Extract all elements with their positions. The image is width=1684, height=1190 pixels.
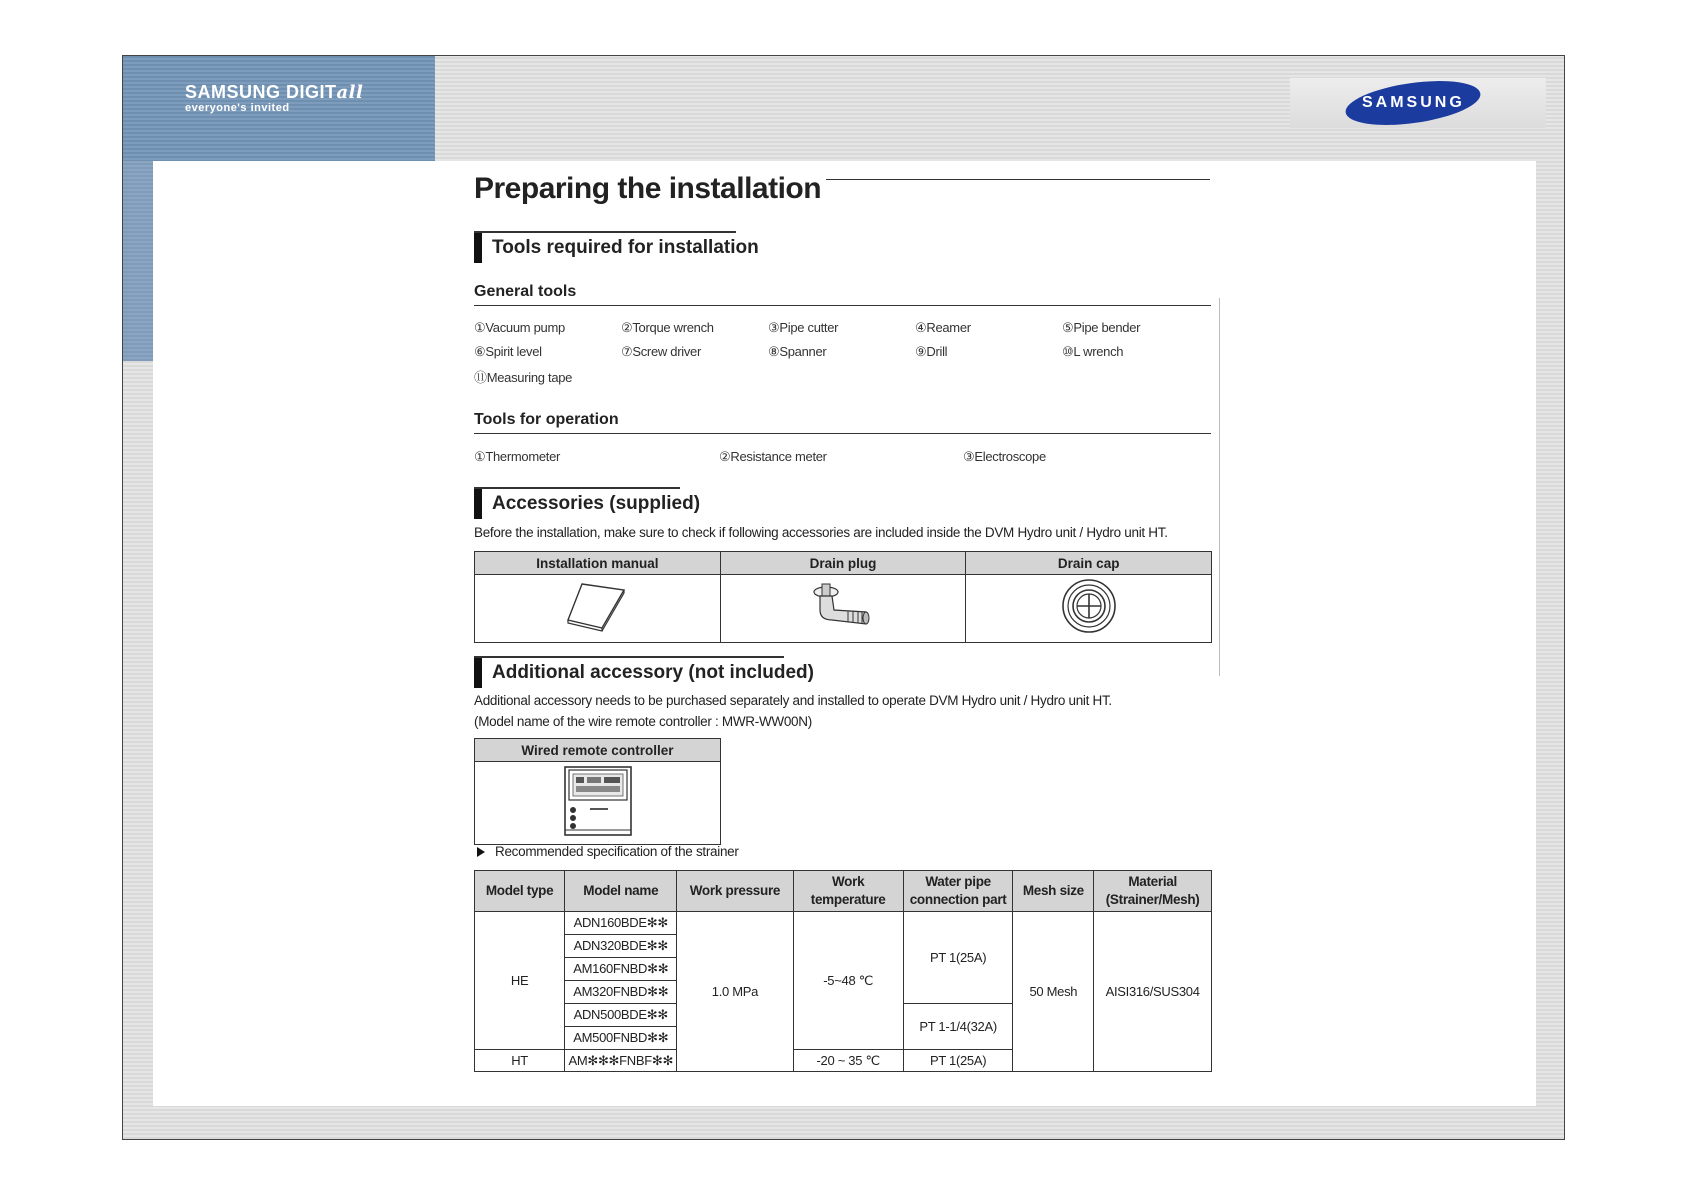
tool-item: ②Resistance meter bbox=[719, 449, 827, 464]
tool-item: ②Torque wrench bbox=[621, 320, 714, 335]
mesh-size-cell: 50 Mesh bbox=[1013, 912, 1094, 1072]
accessory-header: Drain plug bbox=[720, 552, 966, 575]
samsung-logo-box bbox=[1290, 78, 1546, 128]
work-pressure-cell: 1.0 MPa bbox=[677, 912, 793, 1072]
section-bar bbox=[474, 658, 482, 688]
title-rule bbox=[826, 179, 1210, 180]
additional-accessory-table bbox=[474, 738, 721, 845]
wired-remote-controller-cell bbox=[475, 762, 721, 845]
drain-plug-icon bbox=[808, 580, 878, 632]
model-name-cell: AM320FNBD✻✻ bbox=[565, 981, 677, 1004]
section-heading-accessories bbox=[474, 489, 700, 519]
drain-plug-cell bbox=[720, 575, 966, 643]
section-heading-tools bbox=[474, 233, 759, 263]
operation-tools-heading: Tools for operation bbox=[474, 411, 619, 428]
strainer-note: Recommended specification of the strainer bbox=[477, 844, 739, 859]
pipe-connection-cell: PT 1-1/4(32A) bbox=[903, 1004, 1013, 1050]
spec-header: Work pressure bbox=[677, 871, 793, 912]
section-bar bbox=[474, 489, 482, 519]
accessory-header: Wired remote controller bbox=[475, 739, 721, 762]
accessories-table bbox=[474, 551, 1212, 643]
spec-header: Work temperature bbox=[793, 871, 903, 912]
tool-item: ⑩L wrench bbox=[1062, 344, 1124, 359]
pipe-connection-cell: PT 1(25A) bbox=[903, 1050, 1013, 1072]
general-tools-heading: General tools bbox=[474, 283, 577, 300]
operation-tools-rule bbox=[474, 433, 1211, 434]
model-name-cell: AM160FNBD✻✻ bbox=[565, 958, 677, 981]
model-name-cell: ADN500BDE✻✻ bbox=[565, 1004, 677, 1027]
additional-description-line2: (Model name of the wire remote controller : MWR-WW00N) bbox=[474, 714, 812, 729]
drain-cap-icon bbox=[1059, 576, 1119, 636]
spec-header: Model name bbox=[565, 871, 677, 912]
strainer-spec-table bbox=[474, 870, 1212, 1072]
spec-header: Model type bbox=[475, 871, 565, 912]
material-cell: AISI316/SUS304 bbox=[1094, 912, 1212, 1072]
model-name-cell: ADN320BDE✻✻ bbox=[565, 935, 677, 958]
right-guide-line bbox=[1219, 298, 1220, 676]
tool-item: ⑥Spirit level bbox=[474, 344, 542, 359]
spec-header: Material (Strainer/Mesh) bbox=[1094, 871, 1212, 912]
section-heading-text: Accessories (supplied) bbox=[492, 493, 701, 514]
tool-item: ④Reamer bbox=[915, 320, 971, 335]
installation-manual-cell bbox=[475, 575, 721, 643]
section-heading-text: Tools required for installation bbox=[492, 237, 759, 258]
tool-item: ⑦Screw driver bbox=[621, 344, 701, 359]
accessory-header: Installation manual bbox=[475, 552, 721, 575]
samsung-digitall-logo: SAMSUNG DIGITall everyone's invited bbox=[185, 82, 364, 114]
samsung-logo: SAMSUNG bbox=[1343, 74, 1483, 133]
model-type-cell: HT bbox=[475, 1050, 565, 1072]
bullet-triangle-icon bbox=[477, 847, 485, 857]
pipe-connection-cell: PT 1(25A) bbox=[903, 912, 1013, 1004]
section-heading-text: Additional accessory (not included) bbox=[492, 662, 814, 683]
section-bar bbox=[474, 233, 482, 263]
installation-manual-icon bbox=[562, 580, 632, 632]
tool-item: ③Pipe cutter bbox=[768, 320, 839, 335]
drain-cap-cell bbox=[966, 575, 1212, 643]
tool-item: ⑧Spanner bbox=[768, 344, 827, 359]
wired-remote-controller-icon bbox=[562, 764, 634, 838]
spec-header: Water pipe connection part bbox=[903, 871, 1013, 912]
general-tools-rule bbox=[474, 305, 1211, 306]
tool-item: ⑤Pipe bender bbox=[1062, 320, 1141, 335]
tool-item: ⑨Drill bbox=[915, 344, 948, 359]
spec-header: Mesh size bbox=[1013, 871, 1094, 912]
work-temperature-cell: -5~48 ℃ bbox=[793, 912, 903, 1050]
section-heading-additional bbox=[474, 658, 814, 688]
model-name-cell: AM500FNBD✻✻ bbox=[565, 1027, 677, 1050]
work-temperature-cell: -20 ~ 35 ℃ bbox=[793, 1050, 903, 1072]
accessory-header: Drain cap bbox=[966, 552, 1212, 575]
tool-item: ①Vacuum pump bbox=[474, 320, 565, 335]
tool-item: ⑪Measuring tape bbox=[474, 370, 573, 385]
additional-description-line1: Additional accessory needs to be purchased separately and installed to operate DVM Hydro unit / Hydro unit HT. bbox=[474, 693, 1112, 708]
model-name-cell: AM✻✻✻FNBF✻✻ bbox=[565, 1050, 677, 1072]
model-name-cell: ADN160BDE✻✻ bbox=[565, 912, 677, 935]
left-side-strip bbox=[123, 161, 153, 361]
page-title: Preparing the installation bbox=[474, 172, 822, 205]
tool-item: ①Thermometer bbox=[474, 449, 561, 464]
model-type-cell: HE bbox=[475, 912, 565, 1050]
tool-item: ③Electroscope bbox=[963, 449, 1046, 464]
page-title-row bbox=[474, 172, 821, 206]
accessories-description: Before the installation, make sure to check if following accessories are included inside the DVM Hydro unit / Hydro unit HT. bbox=[474, 525, 1168, 540]
